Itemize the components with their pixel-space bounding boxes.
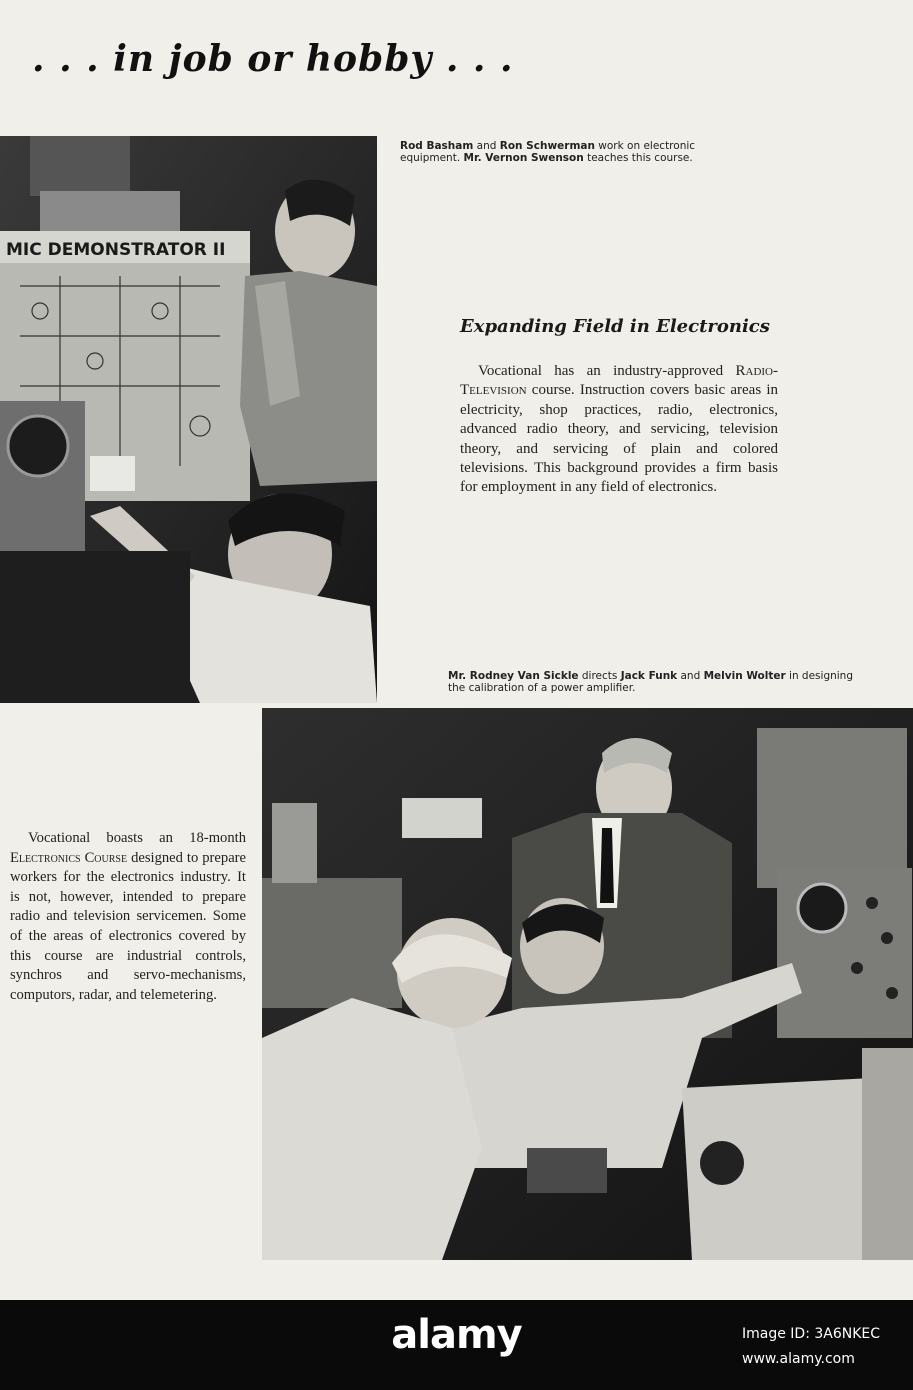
photo-illustration [262,708,913,1260]
section-body-paragraph [460,362,778,498]
section-heading: Expanding Field in Electronics [460,316,770,337]
teacher-name: Mr. Vernon Swenson [463,152,584,164]
student-name-2: Melvin Wolter [703,670,786,682]
photo1-caption [400,140,700,164]
watermark-brand-logo: alamy [391,1312,522,1358]
paragraph-text: Vocational has an industry-approved [478,363,736,379]
paragraph-text: Vocational boasts an 18-month [28,830,246,846]
teacher-name: Mr. Rodney Van Sickle [448,670,579,682]
photo2-caption [448,670,868,694]
page-title: . . . in job or hobby . . . [32,38,514,80]
watermark-url: www.alamy.com [742,1351,855,1367]
caption-text: and [473,140,500,152]
caption-text: and [677,670,704,682]
photo-illustration [0,136,377,703]
caption-text: directs [578,670,621,682]
paragraph-text: course. Instruction covers basic areas in electricity, shop practices, radio, electronics, advanced radio theory, and servicing, television theory, and servicing of plain and colored televisions. This background provides a firm basis for employment in any field of electronics. [460,382,778,496]
caption-text: work on electronic equipment. [400,140,696,164]
caption-text: teaches this course. [583,152,693,164]
course-name: Electronics Course [10,849,128,866]
student-name-1: Jack Funk [620,670,678,682]
student-name-2: Ron Schwerman [499,140,595,152]
panel-sign-text: MIC DEMONSTRATOR II [6,240,226,260]
paragraph-text: designed to prepare workers for the electronics industry. It is not, however, intended to prepare radio and television servicemen. Some of the areas of electronics covered by this course are industrial controls, synchros and servo-mechanisms, computors, radar, and telemetering. [10,849,247,1003]
caption-text: in designing the calibration of a power amplifier. [448,670,854,694]
sidebar-paragraph [10,829,246,1005]
student-name-1: Rod Basham [400,140,474,152]
course-name: Radio-Television [460,363,778,399]
photo-electronics-lab-top [0,136,377,703]
watermark-image-id: Image ID: 3A6NKEC [742,1326,881,1342]
photo-electronics-lab-bottom [262,708,913,1260]
